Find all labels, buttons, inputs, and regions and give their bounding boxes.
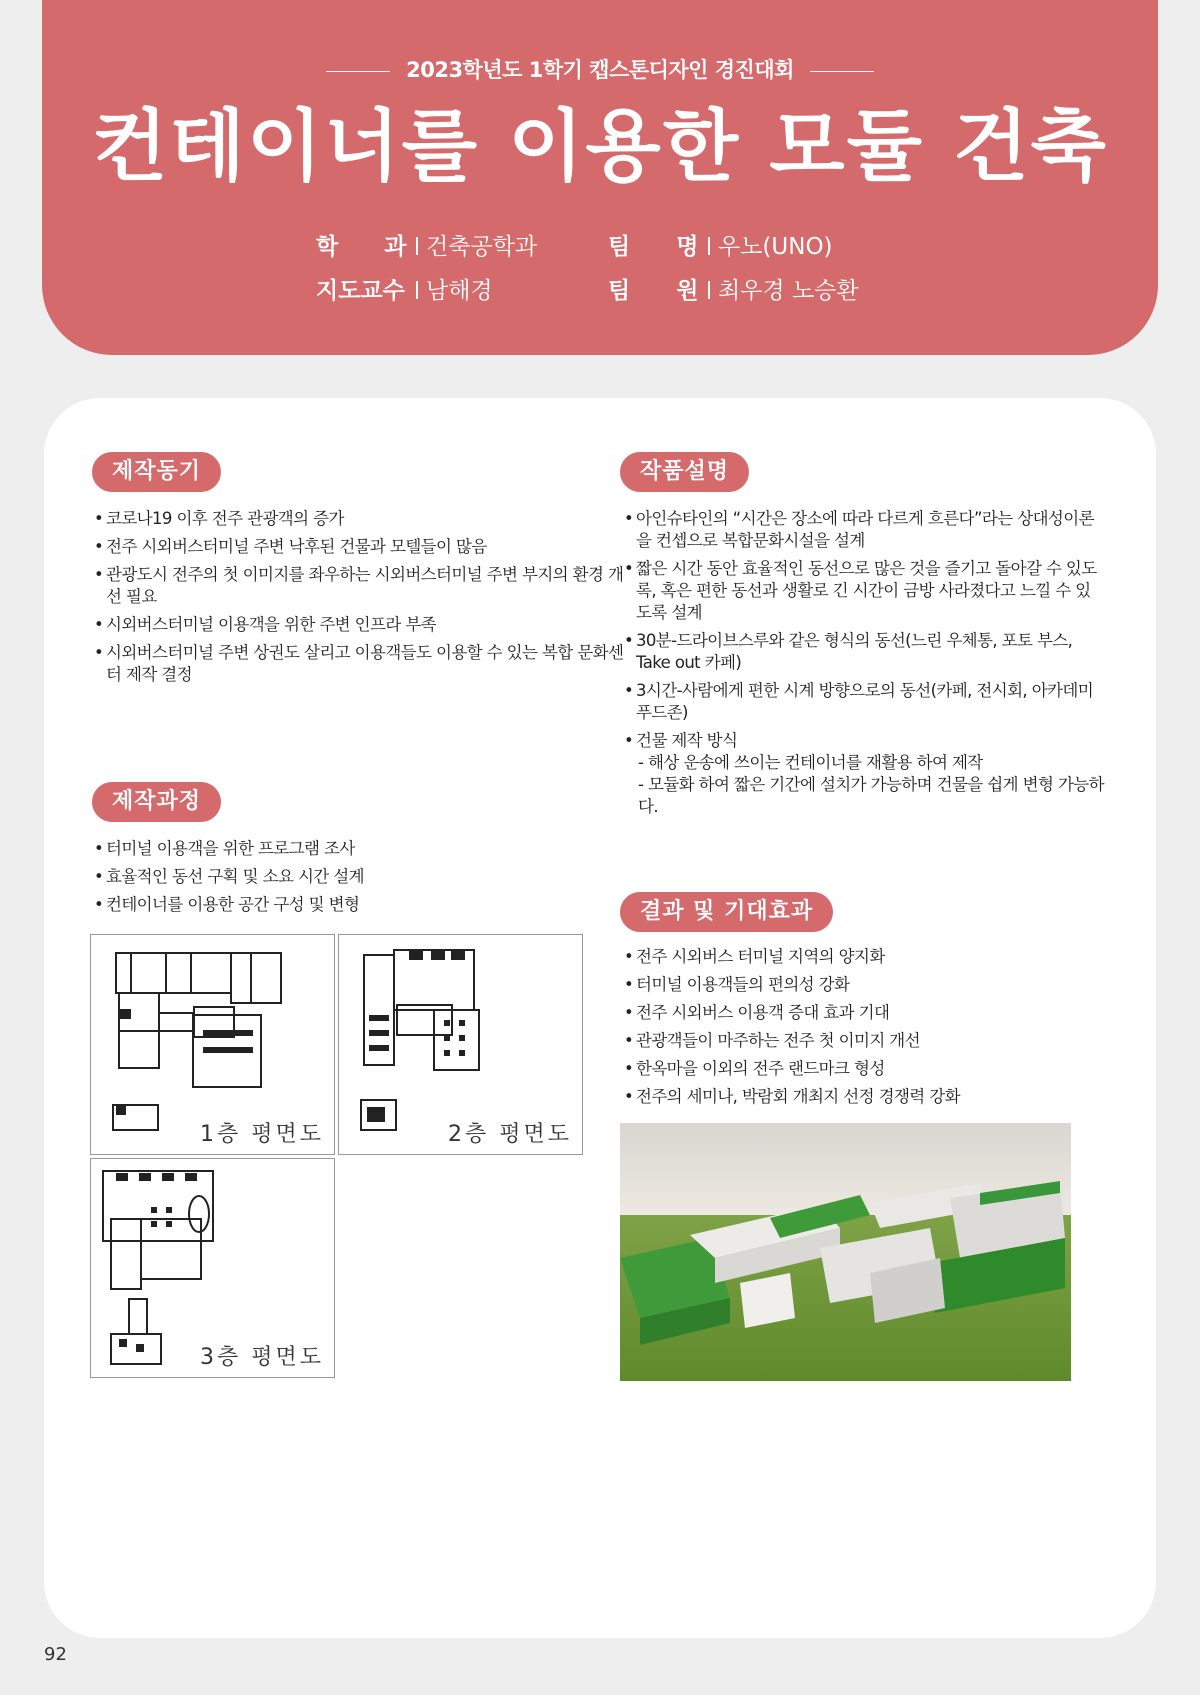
members-info xyxy=(608,272,859,305)
floor-plan-1 xyxy=(90,934,335,1155)
motivation-list xyxy=(94,508,634,692)
list-item: • 시외버스터미널 이용객을 위한 주변 인프라 부족 xyxy=(94,614,634,636)
list-item-text: 건물 제작 방식 xyxy=(636,731,738,750)
list-item: • 전주 시외버스 이용객 증대 효과 기대 xyxy=(624,1002,1104,1024)
content-card xyxy=(44,398,1156,1638)
divider-line xyxy=(810,71,874,72)
list-item: • 효율적인 동선 구획 및 소요 시간 설계 xyxy=(94,866,614,888)
advisor-label: 지도교수 xyxy=(316,278,405,304)
list-item: • 컨테이너를 이용한 공간 구성 및 변형 xyxy=(94,894,614,916)
plan-caption: 1층 평면도 xyxy=(200,1122,324,1147)
motivation-heading: 제작동기 xyxy=(92,452,221,492)
divider-line xyxy=(326,71,390,72)
dept-label: 학 과 xyxy=(316,234,407,260)
process-list xyxy=(94,838,614,922)
members-value: 최우경 노승환 xyxy=(718,278,859,304)
list-item: • 한옥마을 이외의 전주 랜드마크 형성 xyxy=(624,1058,1104,1080)
page-number: 92 xyxy=(44,1644,67,1665)
description-list xyxy=(624,508,1104,824)
competition-subtitle xyxy=(42,54,1158,84)
subtitle-text: 2023학년도 1학기 캡스톤디자인 경진대회 xyxy=(406,58,794,82)
list-item: • 전주 시외버스 터미널 지역의 양지화 xyxy=(624,946,1104,968)
advisor-info xyxy=(316,272,493,305)
list-item: • 3시간-사람에게 편한 시계 방향으로의 동선(카페, 전시회, 아카데미 푸드존) xyxy=(624,680,1104,724)
list-item: • 전주의 세미나, 박람회 개최지 선정 경쟁력 강화 xyxy=(624,1086,1104,1108)
list-item: • 아인슈타인의 “시간은 장소에 따라 다르게 흐른다”라는 상대성이론을 컨셉으로 복합문화시설을 설계 xyxy=(624,508,1104,552)
plan-caption: 3층 평면도 xyxy=(200,1345,324,1370)
building-rendering-image xyxy=(620,1123,1071,1381)
team-label: 팀 명 xyxy=(608,234,699,260)
page-title: 컨테이너를 이용한 모듈 건축 xyxy=(92,102,1108,192)
results-list xyxy=(624,946,1104,1114)
list-item: • 시외버스터미널 주변 상권도 살리고 이용객들도 이용할 수 있는 복합 문화센터 제작 결정 xyxy=(94,642,634,686)
results-heading: 결과 및 기대효과 xyxy=(620,892,833,932)
sub-item: - 모듈화 하여 짧은 기간에 설치가 가능하며 건물을 쉽게 변형 가능하다. xyxy=(638,775,1104,816)
process-heading: 제작과정 xyxy=(92,782,221,822)
list-item: • 터미널 이용객들의 편의성 강화 xyxy=(624,974,1104,996)
description-heading: 작품설명 xyxy=(620,452,749,492)
floor-plan-2 xyxy=(338,934,583,1155)
dept-value: 건축공학과 xyxy=(426,234,538,260)
list-item: • 관광객들이 마주하는 전주 첫 이미지 개선 xyxy=(624,1030,1104,1052)
dept-info xyxy=(316,228,537,261)
advisor-value: 남해경 xyxy=(426,278,493,304)
list-item: • 전주 시외버스터미널 주변 낙후된 건물과 모텔들이 많음 xyxy=(94,536,634,558)
header-banner xyxy=(42,0,1158,355)
list-item: • 터미널 이용객을 위한 프로그램 조사 xyxy=(94,838,614,860)
list-item: • 짧은 시간 동안 효율적인 동선으로 많은 것을 즐기고 돌아갈 수 있도록, 혹은 편한 동선과 생활로 긴 시간이 금방 사라졌다고 느낄 수 있도록 설계 xyxy=(624,558,1104,624)
sub-item: - 해상 운송에 쓰이는 컨테이너를 재활용 하여 제작 xyxy=(638,753,983,772)
plan-caption: 2층 평면도 xyxy=(448,1122,572,1147)
team-info xyxy=(608,228,833,261)
list-item: • 관광도시 전주의 첫 이미지를 좌우하는 시외버스터미널 주변 부지의 환경 개선 필요 xyxy=(94,564,634,608)
floor-plan-3 xyxy=(90,1158,335,1378)
team-value: 우노(UNO) xyxy=(718,234,833,260)
members-label: 팀 원 xyxy=(608,278,699,304)
building-rendering xyxy=(620,1123,1071,1381)
list-item: • 30분-드라이브스루와 같은 형식의 동선(느린 우체통, 포토 부스, Take out 카페) xyxy=(624,630,1104,674)
list-item xyxy=(624,730,1104,818)
list-item: • 코로나19 이후 전주 관광객의 증가 xyxy=(94,508,634,530)
